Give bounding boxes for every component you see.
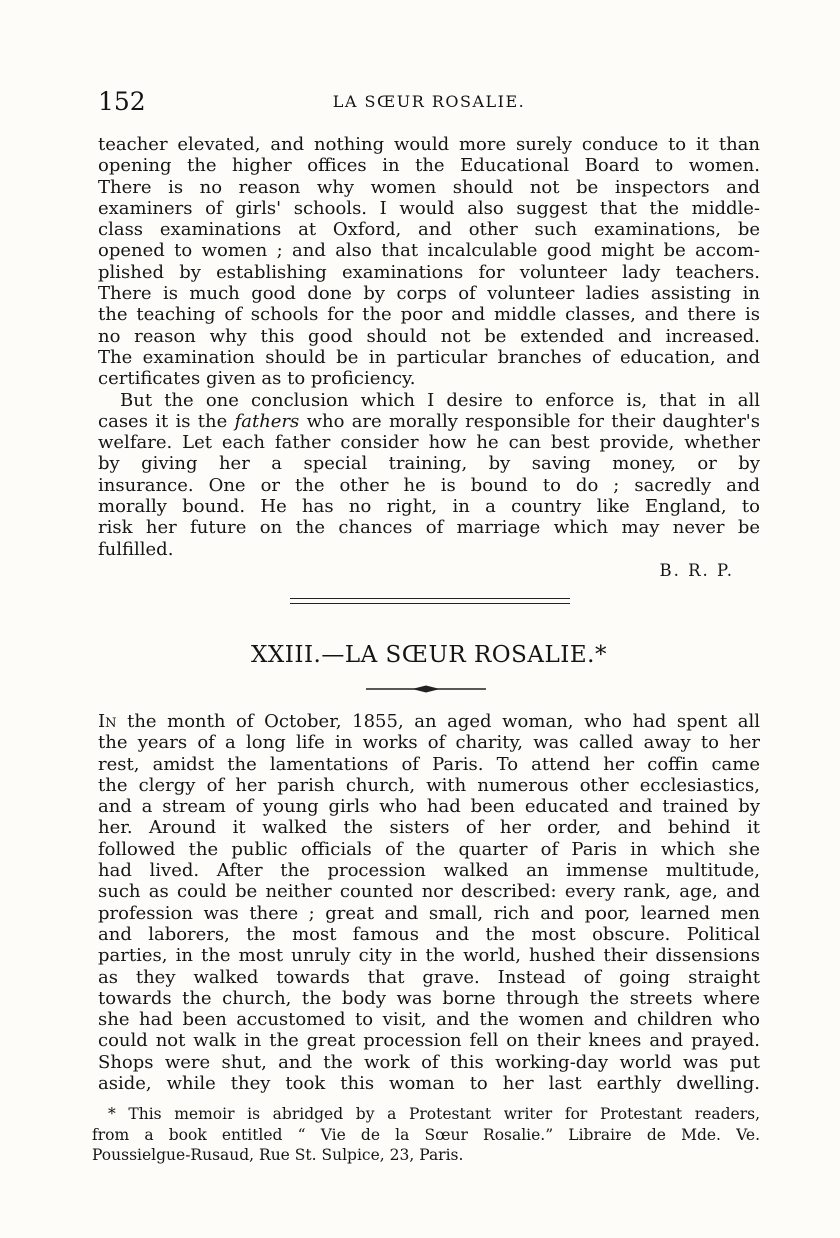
text-line: followed the public officials of the quarter of Paris in which she: [98, 838, 760, 860]
text-line: [98, 411, 760, 432]
text-line: towards the church, the body was borne through the streets where: [98, 987, 760, 1009]
text-line: rest, amidst the lamentations of Paris. To attend her coffin came: [98, 753, 760, 775]
text-line: Shops were shut, and the work of this working-day world was put: [98, 1051, 760, 1073]
text-run: the month of October, 1855, an aged woman, who had spent all: [116, 711, 760, 732]
text-line: had lived. After the procession walked an immense multitude,: [98, 860, 760, 882]
top-section: [98, 134, 760, 581]
text-line: as they walked towards that grave. Instead of going straight: [98, 966, 760, 988]
section-divider-bottom: [290, 603, 570, 604]
text-line: But the one conclusion which I desire to enforce is, that in all: [120, 389, 760, 411]
text-line: and laborers, the most famous and the most obscure. Political: [98, 923, 760, 945]
text-line: class examinations at Oxford, and other such examinations, be: [98, 219, 760, 241]
text-run: who are morally responsible for their daughter's: [299, 410, 760, 432]
text-line: her. Around it walked the sisters of her order, and behind it: [98, 817, 760, 839]
text-line: profession was there ; great and small, rich and poor, learned men: [98, 902, 760, 924]
ornament-rule-icon: [366, 684, 486, 694]
text-line: opened to women ; and also that incalculable good might be accom-: [98, 240, 760, 262]
text-line: and a stream of young girls who had been educated and trained by: [98, 796, 760, 818]
text-line: teacher elevated, and nothing would more surely conduce to it than: [98, 134, 760, 155]
section-divider-top: [290, 598, 570, 599]
initial-word: In: [98, 711, 117, 732]
signature: B. R. P.: [659, 560, 734, 580]
text-line: examiners of girls' schools. I would also suggest that the middle-: [98, 197, 760, 219]
running-title: LA SŒUR ROSALIE.: [332, 92, 526, 111]
footnote-line: from a book entitled “ Vie de la Sœur Rosalie.” Libraire de Mde. Ve.: [92, 1125, 760, 1144]
text-line: [98, 711, 760, 732]
page-number: 152: [98, 87, 146, 116]
text-line: There is no reason why women should not be inspectors and: [98, 176, 760, 198]
footnote-line: Poussielgue-Rusaud, Rue St. Sulpice, 23, Paris.: [92, 1146, 464, 1164]
chapter-body: [98, 711, 760, 1094]
text-line: the years of a long life in works of charity, was called away to her: [98, 732, 760, 754]
footnote-line: * This memoir is abridged by a Protestant writer for Protestant readers,: [108, 1105, 760, 1123]
text-line: she had been accustomed to visit, and the women and children who: [98, 1009, 760, 1031]
text-line: certificates given as to proficiency.: [98, 368, 416, 390]
text-line: risk her future on the chances of marriage which may never be: [98, 517, 760, 539]
text-line: aside, while they took this woman to her last earthly dwelling.: [98, 1073, 760, 1095]
text-line: opening the higher offices in the Educational Board to women.: [98, 155, 760, 177]
text-line: The examination should be in particular branches of education, and: [98, 346, 760, 368]
text-line: by giving her a special training, by saving money, or by: [98, 453, 760, 475]
text-line: fulfilled.: [98, 538, 174, 560]
text-line: could not walk in the great procession fell on their knees and prayed.: [98, 1030, 760, 1052]
footnote: [92, 1104, 760, 1166]
running-head: [98, 88, 760, 116]
chapter-heading: XXIII.—LA SŒUR ROSALIE.*: [251, 642, 607, 668]
text-line: morally bound. He has no right, in a country like England, to: [98, 496, 760, 518]
text-line: the clergy of her parish church, with numerous other ecclesiastics,: [98, 774, 760, 796]
emphasis-fathers: fathers: [234, 410, 300, 432]
text-line: welfare. Let each father consider how he can best provide, whether: [98, 432, 760, 454]
text-line: no reason why this good should not be extended and increased.: [98, 325, 760, 347]
text-line: plished by establishing examinations for volunteer lady teachers.: [98, 261, 760, 283]
text-line: the teaching of schools for the poor and middle classes, and there is: [98, 304, 760, 326]
text-line: insurance. One or the other he is bound to do ; sacredly and: [98, 474, 760, 496]
text-line: parties, in the most unruly city in the world, hushed their dissensions: [98, 945, 760, 967]
text-line: There is much good done by corps of volunteer ladies assisting in: [98, 283, 760, 305]
text-line: such as could be neither counted nor described: every rank, age, and: [98, 881, 760, 903]
text-run: cases it is the: [98, 410, 235, 432]
